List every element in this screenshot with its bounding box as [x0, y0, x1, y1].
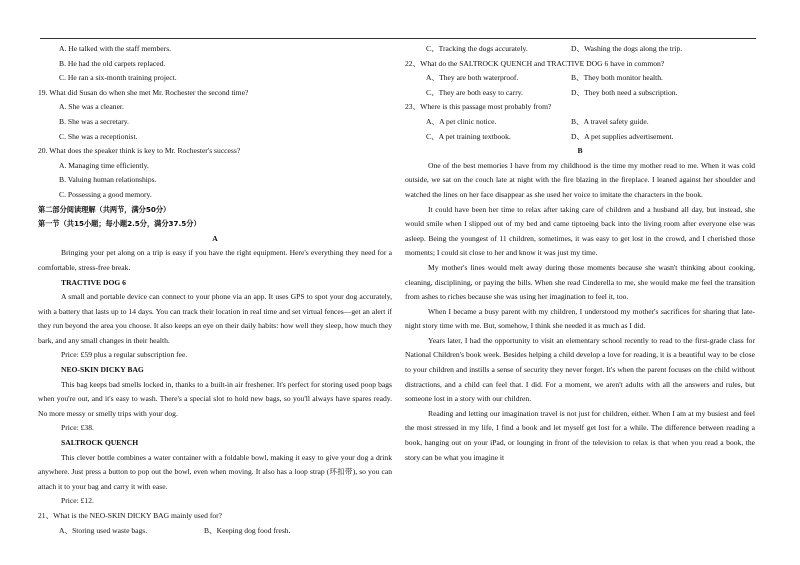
q19-option-a: A. She was a cleaner. — [59, 102, 124, 112]
question-20: 20. What does the speaker think is key to Mr. Rochester's success? — [38, 146, 241, 156]
question-21: 21、What is the NEO-SKIN DICKY BAG mainly used for? — [38, 511, 223, 520]
q21-option-b: B、Keeping dog food fresh. — [204, 525, 291, 535]
question-23: 23、Where is this passage most probably from? — [405, 102, 552, 112]
passage-a-intro: Bringing your pet along on a trip is easy if you have the right equipment. Here's everything they need for a comfortable, stress-free break. — [38, 248, 392, 272]
product-1-price: Price: £59 plus a regular subscription fee. — [61, 350, 188, 360]
q18-option-a: A. He talked with the staff members. — [59, 44, 172, 53]
q19-option-b: B. She was a secretary. — [59, 116, 129, 126]
passage-b-paragraph: Reading and letting our imagination travel is not just for children, either. When I am at my busiest and feel the most stressed in my life, I find a book and let myself get lost for a while. The difference between reading a book, hanging out on your iPad, or lounging in front of the television to relax is that when you read a book, the story can be what you imagine it — [405, 408, 755, 462]
passage-b-paragraph: One of the best memories I have from my childhood is the time my mother read to me. When it was cold outside, we sat on the couch late at night with the fire blazing in the fireplace. I leaned against her shoulder and watched the lines on her face disappear as she used her voice to imitate the characters in the book. — [405, 160, 755, 199]
product-3-price: Price: £12. — [61, 496, 94, 506]
q18-option-c: C. He ran a six-month training project. — [59, 73, 177, 83]
q21-option-a: A、Storing used waste bags. — [59, 525, 148, 535]
q23-option-d: D、A pet supplies advertisement. — [571, 131, 674, 141]
q20-option-c: C. Possessing a good memory. — [59, 189, 152, 199]
product-1-description: A small and portable device can connect to your phone via an app. It uses GPS to spot your dog accurately, with a battery that lasts up to 14 days. You can track their location in real time and set virtual fences—get an alert if they run beyond the area you choose. It also keeps an eye on their daily habits: how well they sleep, how much they bark, and any small changes in their health. — [38, 292, 392, 345]
q23-option-a: A、A pet clinic notice. — [426, 116, 497, 126]
section-2-part-1-heading: 第一节（共15小题；每小题2.5分，满分37.5分） — [38, 219, 201, 229]
product-3-name: SALTROCK QUENCH — [61, 438, 139, 448]
q21-options-row-2 — [405, 42, 755, 57]
right-column — [405, 42, 755, 465]
q22-option-a: A、They are both waterproof. — [426, 73, 519, 83]
passage-a-label: A — [212, 233, 218, 243]
q20-option-b: B. Valuing human relationships. — [59, 175, 157, 185]
q22-options-row-2 — [405, 86, 755, 101]
q22-option-d: D、They both need a subscription. — [571, 87, 678, 97]
q23-options-row-2 — [405, 130, 755, 145]
header-rule — [40, 38, 756, 39]
passage-b-paragraph: My mother's lines would melt away during those moments because she wasn't thinking about cooking, cleaning, disciplining, or paying the bills. When she read Cinderella to me, she would make me feel the transition from ashes to riches because she was using her imagination to feel it, too. — [405, 262, 755, 302]
section-2-heading: 第二部分阅读理解（共两节，满分50分） — [38, 204, 171, 214]
passage-b-paragraph: Years later, I had the opportunity to visit an elementary school recently to read to the first-grade class for National Children's book week. Besides helping a child develop a love for reading, it is a beautiful way to be close to your children and instills a sense of security they never forget. It's when the parent focuses on the child without distractions, and a child can feel that. I did. For a moment, we aren't adults with all the answers and rules, but someone lost in a story with our children. — [405, 335, 755, 404]
passage-b-paragraph: When I became a busy parent with my children, I understood my mother's sacrifices for sharing that late-night story time with me. But, somehow, I think she needed it as much as I did. — [405, 306, 755, 331]
q19-option-c: C. She was a receptionist. — [59, 131, 138, 141]
product-2-price: Price: £38. — [61, 423, 94, 433]
q23-option-c: C、A pet training textbook. — [426, 131, 511, 141]
q23-options-row-1 — [405, 115, 755, 130]
q21-options-row-1 — [38, 524, 392, 539]
product-1-name: TRACTIVE DOG 6 — [61, 277, 126, 287]
product-2-name: NEO-SKIN DICKY BAG — [61, 365, 144, 375]
q23-option-b: B、A travel safety guide. — [571, 116, 649, 126]
q20-option-a: A. Managing time efficiently. — [59, 160, 149, 170]
q22-option-b: B、They both monitor health. — [571, 73, 663, 83]
q21-option-c: C、Tracking the dogs accurately. — [426, 44, 528, 53]
q21-option-d: D、Washing the dogs along the trip. — [571, 44, 683, 53]
left-column — [38, 42, 392, 538]
q18-option-b: B. He had the old carpets replaced. — [59, 58, 166, 68]
question-19: 19. What did Susan do when she met Mr. Rochester the second time? — [38, 87, 249, 97]
q22-options-row-1 — [405, 71, 755, 86]
product-3-description: This clever bottle combines a water container with a foldable bowl, making it easy to give your dog a drink anywhere. Just press a button to pop out the bowl, even when moving. It also has a loop strap (环扣带), so you can attach it to your bag and carry it with ease. — [38, 452, 392, 491]
q22-option-c: C、They are both easy to carry. — [426, 87, 523, 97]
passage-b-paragraph: It could have been her time to relax after taking care of children and a husband all day, but instead, she would smile when I slipped out of my bed and came tiptoeing back into the living room after everyone else was asleep. Being the youngest of 11 children, sometimes, it was easy to get lost in the crowd, and I cherished those moments; I could sit close to her and know it was just my time. — [405, 204, 755, 258]
product-2-description: This bag keeps bad smells locked in, thanks to a built-in air freshener. It's perfect for storing used poop bags when you're out, and it's easy to wash. There's a special slot to hold new bags, so you'll always have spares ready. No more messy or smelly trips with your dog. — [38, 379, 392, 418]
passage-b-label: B — [577, 146, 583, 156]
question-22: 22、What do the SALTROCK QUENCH and TRACTIVE DOG 6 have in common? — [405, 58, 665, 68]
